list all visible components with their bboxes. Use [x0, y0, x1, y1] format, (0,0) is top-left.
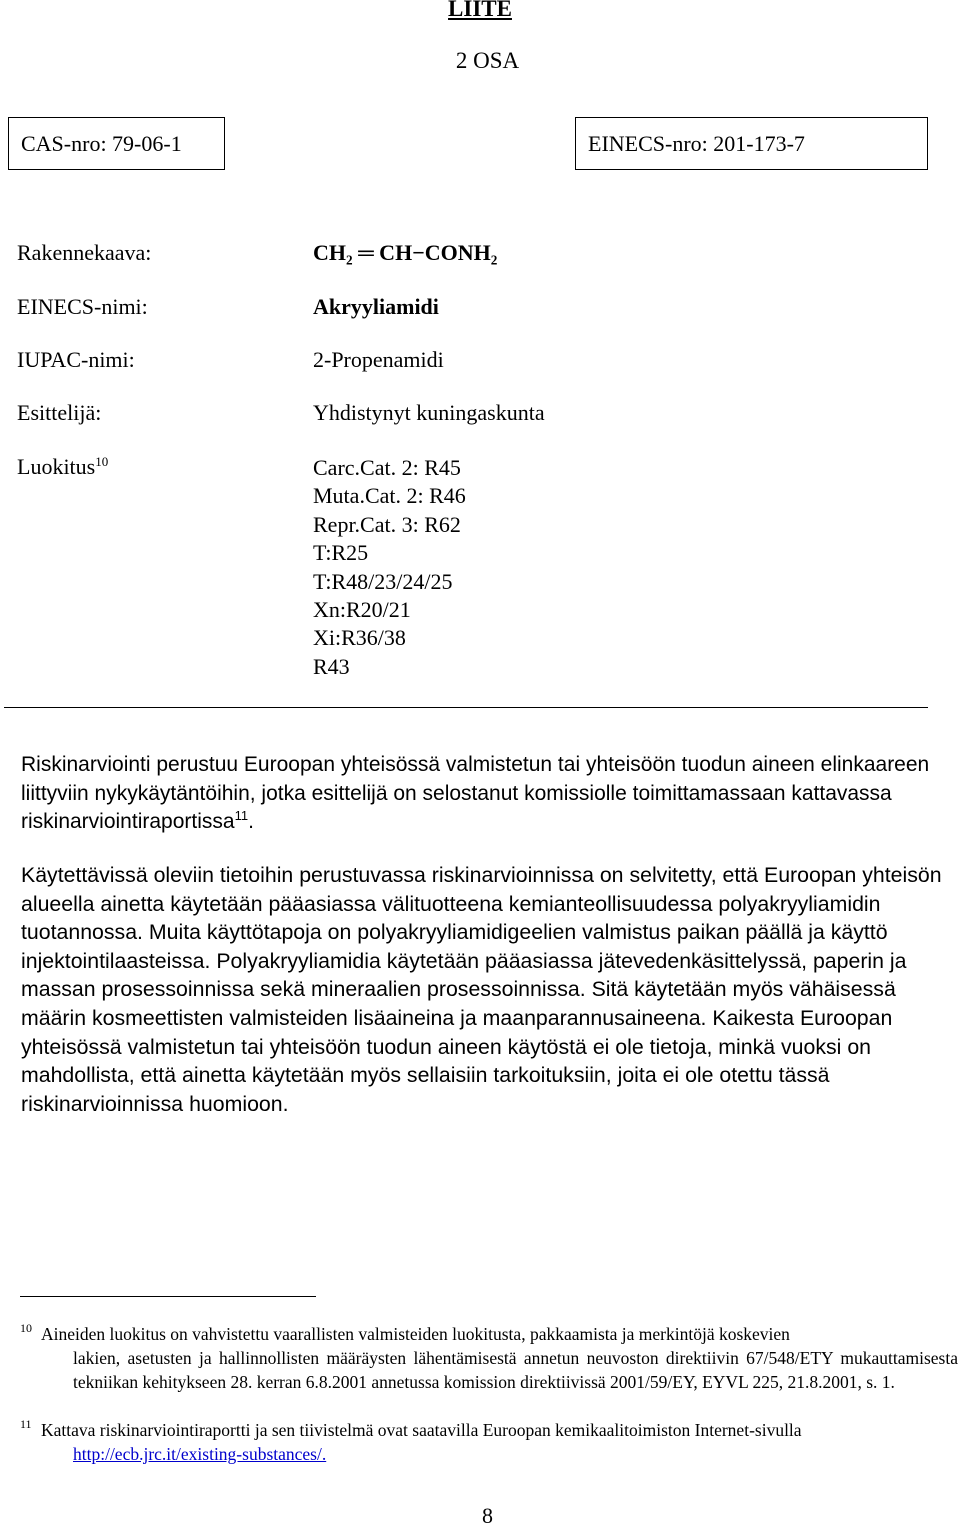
- footnote-continuation: lakien, asetusten ja hallinnollisten määräysten lähentämisestä annetun neuvoston direktiivin 67/548/ETY mukauttamisesta tekniikan kehitykseen 28. kerran 6.8.2001 annetussa komission direktiivissä 2001/59/EY, EYVL 225, 21.8.2001, s. 1.: [73, 1348, 958, 1392]
- iupac-name-value: 2-Propenamidi: [313, 347, 444, 372]
- footnote-ref-11[interactable]: 11: [234, 808, 249, 824]
- structure-label: Rakennekaava:: [17, 240, 152, 265]
- document-title: LIITE: [448, 0, 512, 21]
- footnote-divider: [20, 1296, 316, 1297]
- ecb-link[interactable]: http://ecb.jrc.it/existing-substances/.: [73, 1444, 327, 1464]
- document-subtitle: 2 OSA: [455, 48, 520, 73]
- structure-formula: CH₂ ═ CH−CONH₂: [313, 240, 498, 265]
- classification-item: Repr.Cat. 3: R62: [313, 511, 461, 537]
- footnote-10: [20, 1322, 958, 1394]
- classification-list: [313, 454, 466, 681]
- einecs-name-label: EINECS-nimi:: [17, 294, 148, 319]
- classification-label-text: Luokitus: [17, 454, 96, 479]
- page-number: 8: [482, 1503, 493, 1528]
- footnote-ref-10[interactable]: 10: [95, 454, 109, 469]
- footnote-first-line: Kattava riskinarviointiraportti ja sen tiivistelmä ovat saatavilla Euroopan kemikaalitoimiston Internet-sivulla: [41, 1420, 802, 1440]
- classification-item: Carc.Cat. 2: R45: [313, 455, 461, 480]
- classification-label: [17, 454, 108, 480]
- einecs-number-box: EINECS-nro: 201-173-7: [575, 117, 928, 170]
- footnote-link-line: [20, 1442, 958, 1466]
- iupac-name-label: IUPAC-nimi:: [17, 347, 135, 372]
- einecs-name-value: Akryyliamidi: [313, 294, 439, 319]
- paragraph-uses: Käytettävissä oleviin tietoihin perustuvassa riskinarvioinnissa on selvitetty, että Euroopan yhteisön alueella ainetta käytetään pääasiassa välituotteena kemianteollisuudessa polyakryyliamidin tuotannossa. Muita käyttötapoja on polyakryyliamidigeelien valmistus paikan päällä ja käyttö injektointilaasteissa. Polyakryyliamidia käytetään pääasiassa jätevedenkäsittelyssä, paperin ja massan prosessoinnissa sekä mineraalien prosessoinnissa. Sitä käytetään myös vähäisessä määrin kosmeettisten valmisteiden lisäaineina ja maanparannusaineena. Kaikesta Euroopan yhteisössä valmistetun tai yhteisöön tuodun aineen käytöstä ei ole tietoja, minkä vuoksi on mahdollista, että ainetta käytetään myös sellaisiin tarkoituksiin, joita ei ole otettu tässä riskinarvioinnissa huomioon.: [21, 863, 942, 1116]
- paragraph-risk-basis-end: .: [248, 810, 254, 834]
- classification-item: R43: [313, 653, 350, 679]
- cas-number-box: CAS-nro: 79-06-1: [8, 117, 225, 170]
- presenter-value: Yhdistynyt kuningaskunta: [313, 400, 545, 425]
- section-divider: [4, 707, 928, 708]
- classification-item: Xi:R36/38: [313, 625, 406, 651]
- presenter-label: Esittelijä:: [17, 400, 102, 425]
- footnote-number: 11: [20, 1417, 32, 1431]
- classification-item: Muta.Cat. 2: R46: [313, 483, 466, 509]
- footnote-first-line: Aineiden luokitus on vahvistettu vaarallisten valmisteiden luokitusta, pakkaamista ja merkintöjä koskevien: [41, 1324, 790, 1344]
- classification-item: Xn:R20/21: [313, 597, 411, 623]
- classification-item: T:R25: [313, 540, 369, 566]
- footnote-number: 10: [20, 1321, 32, 1335]
- paragraph-risk-basis-text: Riskinarviointi perustuu Euroopan yhteisössä valmistetun tai yhteisöön tuodun aineen elinkaareen liittyviin nykykäytäntöihin, jotka esittelijä on selostanut komissiolle toimittamassaan kattavassa riskinarviointiraportissa: [21, 753, 930, 834]
- paragraph-risk-basis: [21, 751, 956, 837]
- footnote-11: [20, 1418, 958, 1466]
- classification-item: T:R48/23/24/25: [313, 568, 453, 594]
